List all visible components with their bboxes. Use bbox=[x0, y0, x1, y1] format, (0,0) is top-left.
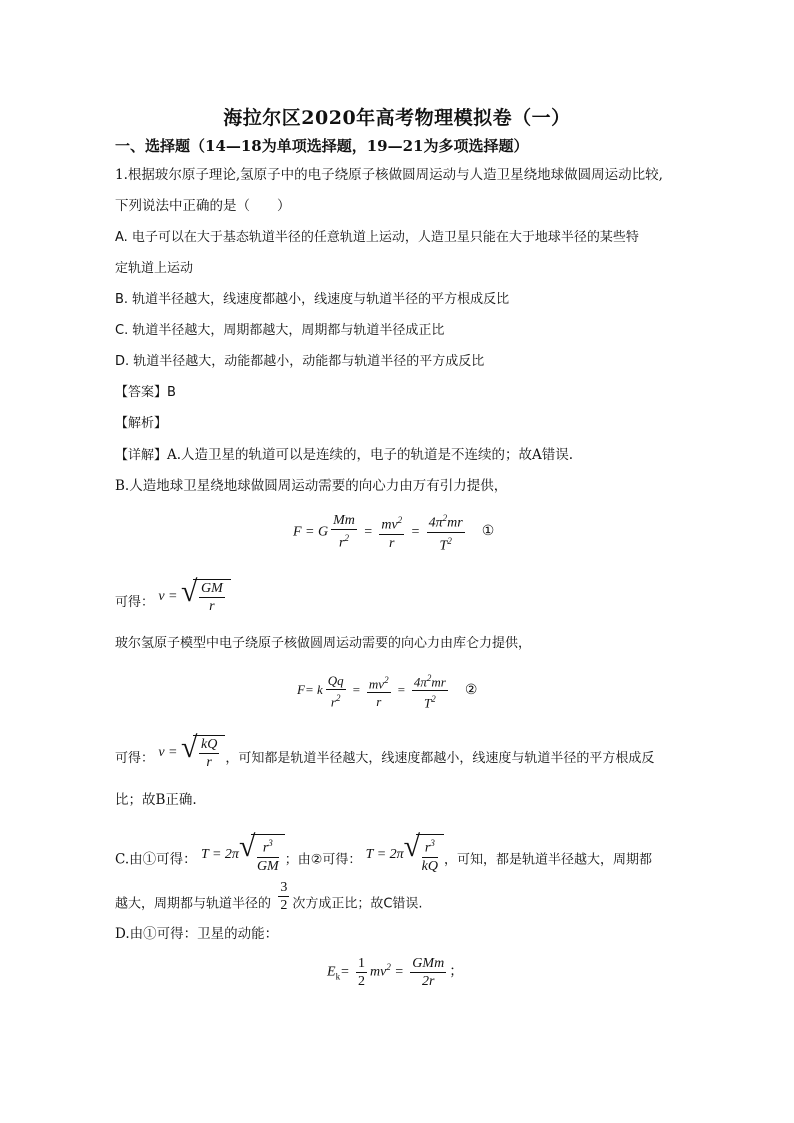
get2-label: 可得： bbox=[115, 751, 155, 767]
answer-line bbox=[115, 383, 176, 403]
detail-label: 【详解】 bbox=[115, 448, 168, 463]
option-a-line1: A. 电子可以在大于基态轨道半径的任意轨道上运动，人造卫星只能在大于地球半径的某些特 bbox=[115, 230, 639, 245]
answer-value: B bbox=[167, 385, 176, 400]
equation-2-marker: ② bbox=[464, 682, 478, 698]
v-formula-1: v = √ $\frac{GM}{r}$ bbox=[158, 589, 230, 604]
question-stem-line2: 下列说法中正确的是（ ） bbox=[115, 198, 291, 214]
get2-tail: ，可知都是轨道半径越大，线速度都越小，线速度与轨道半径的平方根成反 bbox=[225, 751, 655, 767]
detail-b-intro: B.人造地球卫星绕地球做圆周运动需要的向心力由万有引力提供， bbox=[115, 478, 508, 494]
option-a-line2: 定轨道上运动 bbox=[115, 261, 194, 276]
t-formula-1: T = 2π √ $\frac{r^3}{GM}$ bbox=[201, 847, 285, 862]
c-line2-b: 次方成正比；故C错误. bbox=[292, 896, 423, 912]
equation-end-mark: ； bbox=[449, 964, 464, 980]
option-d: D. 轨道半径越大，动能都越小，动能都与轨道半径的平方成反比 bbox=[115, 354, 485, 369]
c-line1 bbox=[115, 830, 653, 881]
equation-1: F = G $\frac{Mm}{r^2}$ = $\frac{mv^2}{r}$ = $\frac{4\pi^2mr}{T^2}$ ① bbox=[293, 510, 494, 554]
v-formula-2: v = √ $\frac{kQ}{r}$ bbox=[158, 745, 225, 760]
bohr-text: 玻尔氢原子模型中电子绕原子核做圆周运动需要的向心力由库仑力提供， bbox=[115, 636, 532, 651]
get2-line bbox=[115, 731, 655, 777]
equation-1-marker: ① bbox=[481, 524, 495, 540]
three-halves-fraction: $\frac{3}{2}$ bbox=[280, 880, 288, 913]
c-part2: ；由②可得： bbox=[284, 852, 362, 868]
page-title: 海拉尔区2020年高考物理模拟卷（一） bbox=[223, 107, 571, 129]
detail-a-line bbox=[115, 445, 573, 466]
b-conclusion: 比；故B正确. bbox=[115, 792, 197, 808]
analysis-label: 【解析】 bbox=[115, 416, 168, 431]
t-formula-2: T = 2π √ $\frac{r^3}{kQ}$ bbox=[366, 847, 444, 862]
c-line2-a: 越大，周期都与轨道半径的 bbox=[115, 896, 272, 912]
option-b: B. 轨道半径越大，线速度都越小，线速度与轨道半径的平方根成反比 bbox=[115, 292, 510, 307]
d-intro-text: D.由①可得：卫星的动能： bbox=[115, 926, 279, 942]
get1-label: 可得： bbox=[115, 595, 155, 611]
answer-label: 【答案】 bbox=[115, 385, 168, 400]
d-intro bbox=[115, 924, 278, 944]
section-heading: 一、选择题（14—18为单项选择题，19—21为多项选择题） bbox=[115, 137, 529, 155]
c-part1: C.由①可得： bbox=[115, 851, 197, 868]
equation-2: F= k $\frac{Qq}{r^2}$ = $\frac{mv^2}{r}$ = $\frac{4\pi^2mr}{T^2}$ ② bbox=[297, 670, 477, 712]
question-stem-line1: 1.根据玻尔原子理论,氢原子中的电子绕原子核做圆周运动与人造卫星绕地球做圆周运动比较, bbox=[115, 167, 663, 183]
detail-a-text: A.人造卫星的轨道可以是连续的，电子的轨道是不连续的；故A错误. bbox=[167, 447, 574, 463]
c-part3: ，可知，都是轨道半径越大，周期都 bbox=[444, 852, 653, 868]
get1-line bbox=[115, 575, 231, 621]
c-line2 bbox=[115, 880, 423, 922]
kinetic-energy-equation: $E_k=$ $\frac{1}{2}$ $mv^2$ = $\frac{\text{GMm}}{2r}$ ； bbox=[327, 956, 464, 989]
option-c: C. 轨道半径越大，周期都越大，周期都与轨道半径成正比 bbox=[115, 323, 445, 338]
